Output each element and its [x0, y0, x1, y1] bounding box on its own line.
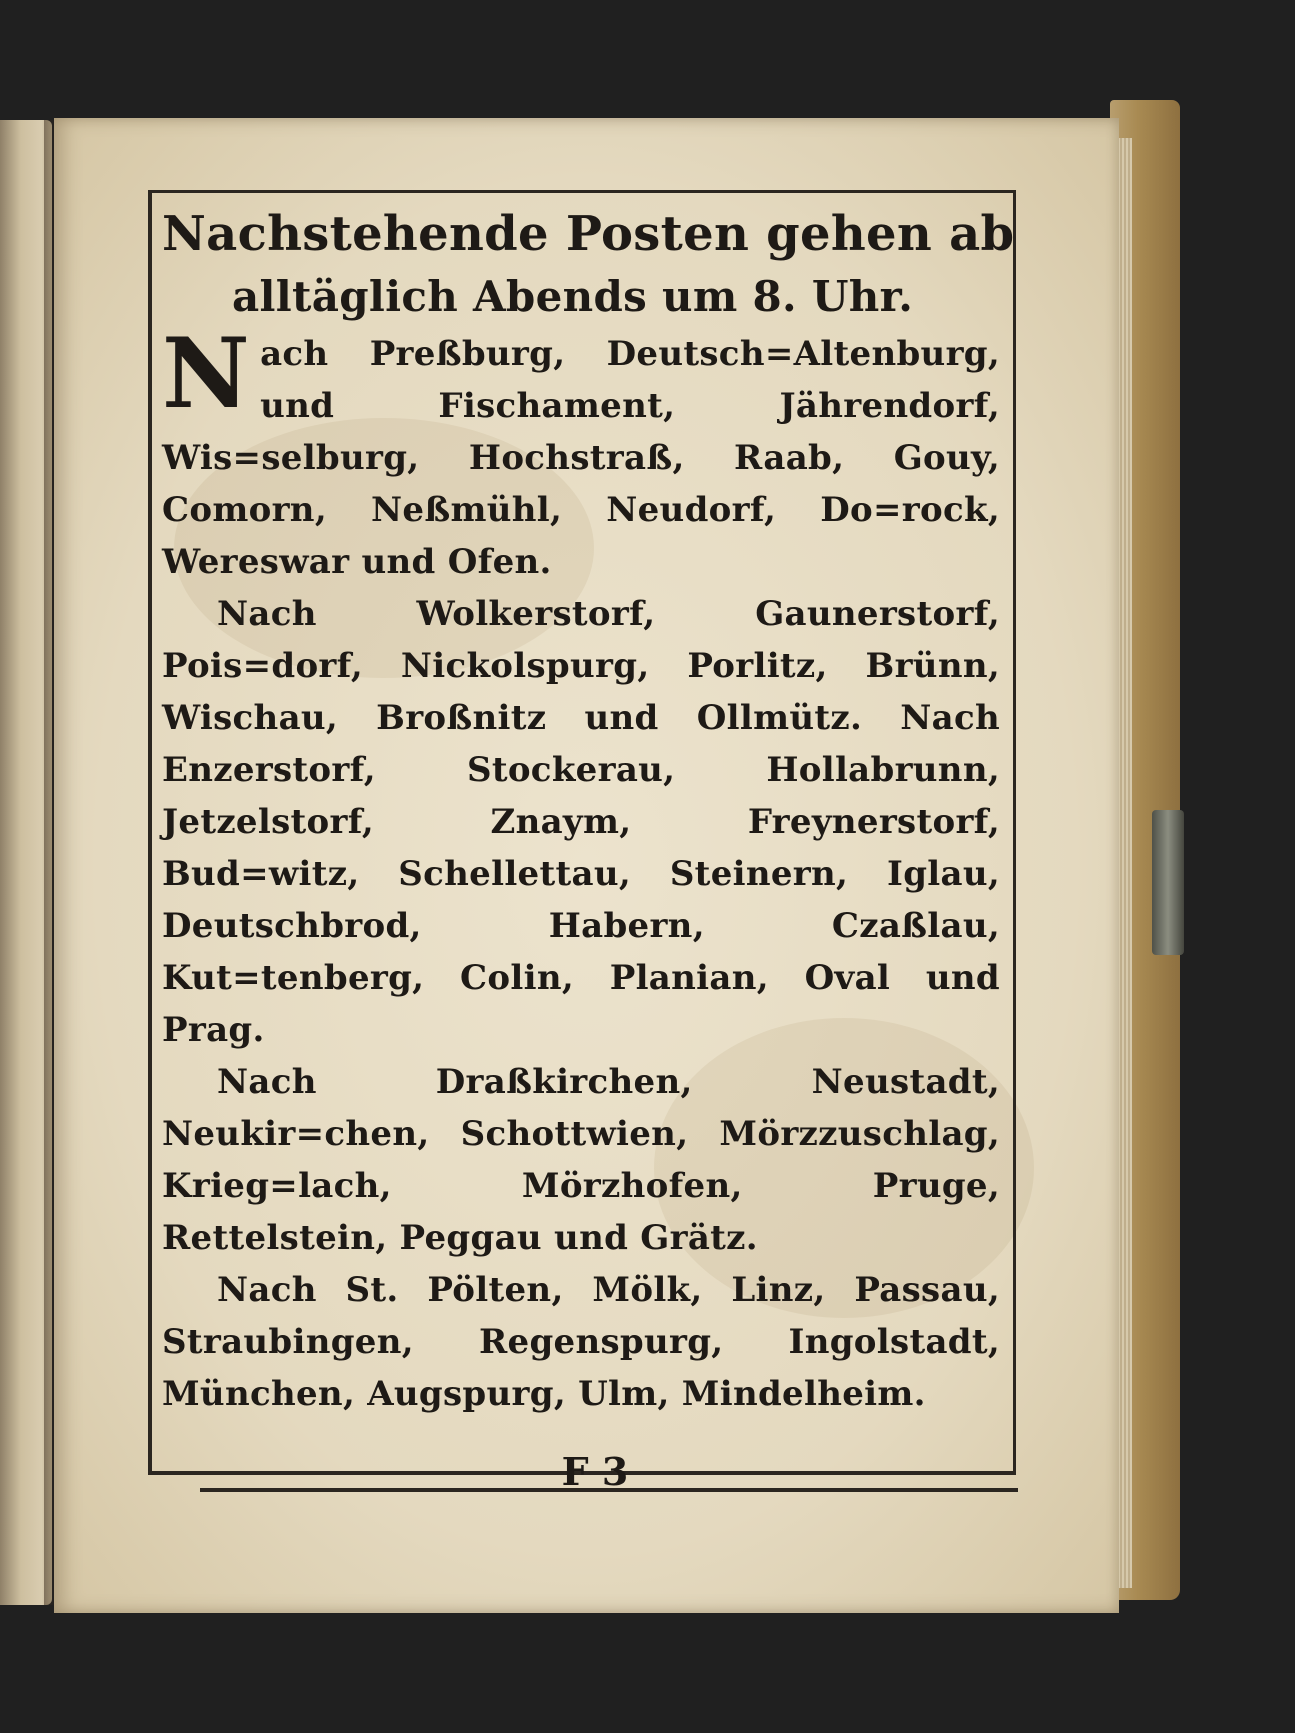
paragraph-pressburg-route: Nach Preßburg, Deutsch=Altenburg, und Fischament, Jährendorf, Wis=selburg, Hochstraß, Raab, Gouy, Comorn, Neßmühl, Neudorf, Do=rock, Wereswar und Ofen. — [162, 317, 1000, 582]
heading-line-1: Nachstehende Posten gehen ab — [162, 206, 1015, 262]
metal-clasp — [1152, 810, 1184, 955]
signature-mark: F 3 — [561, 1449, 629, 1494]
paragraph-graetz-route: Nach Draßkirchen, Neustadt, Neukir=chen, Schottwien, Mörzzuschlag, Krieg=lach, Mörzhofen, Pruge, Rettelstein, Peggau und Grätz. — [162, 1062, 1000, 1258]
paragraph-muenchen-route: Nach St. Pölten, Mölk, Linz, Passau, Straubingen, Regenspurg, Ingolstadt, München, Augspurg, Ulm, Mindelheim. — [162, 1270, 1000, 1414]
paragraph-bruenn-prag-route: Nach Wolkerstorf, Gaunerstorf, Pois=dorf, Nickolspurg, Porlitz, Brünn, Wischau, Broßnitz und Ollmütz. Nach Enzerstorf, Stockerau, Hollabrunn, Jetzelstorf, Znaym, Freynerstorf, Bud=witz, Schellettau, Steinern, Iglau, Deutschbrod, Habern, Czaßlau, Kut=tenberg, Colin, Planian, Oval und Prag. — [162, 594, 1000, 1050]
page-text — [162, 202, 1015, 1420]
heading-line-2: alltäglich Abends um 8. Uhr. — [232, 272, 914, 321]
